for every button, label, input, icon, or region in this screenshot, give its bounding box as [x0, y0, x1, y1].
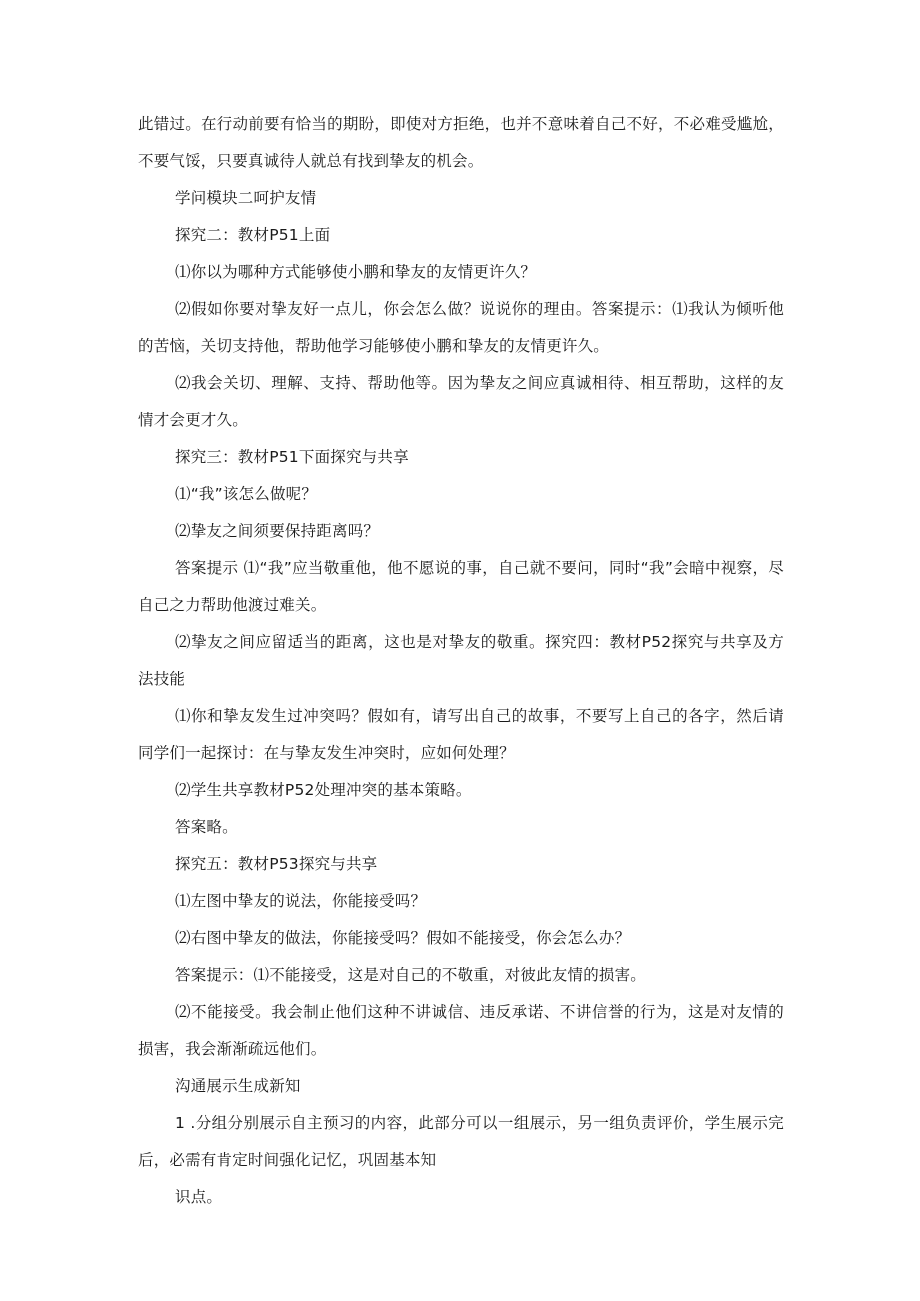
section-heading-communication: 沟通展示生成新知	[175, 1077, 301, 1095]
answer-item: ⑵我会关切、理解、支持、帮助他等。因为挚友之间应真诚相待、相互帮助，这样的友情才会更才久。	[138, 374, 784, 429]
question-item: ⑵右图中挚友的做法，你能接受吗？假如不能接受，你会怎么办？	[175, 929, 631, 947]
inquiry-two-heading: 探究二：教材P51上面	[175, 226, 331, 244]
question-item: ⑴左图中挚友的说法，你能接受吗？	[175, 892, 427, 910]
inquiry-five-heading: 探究五：教材P53探究与共享	[175, 855, 378, 873]
question-with-answer: ⑵假如你要对挚友好一点儿，你会怎么做？说说你的理由。答案提示：⑴我认为倾听他的苦恼，关切支持他，帮助他学习能够使小鹏和挚友的友情更许久。	[138, 300, 784, 355]
answer-omitted: 答案略。	[175, 818, 238, 836]
question-item: ⑵学生共享教材P52处理冲突的基本策略。	[175, 781, 472, 799]
question-item: ⑵挚友之间须要保持距离吗？	[175, 522, 380, 540]
paragraph-continuation: 此错过。在行动前要有恰当的期盼，即使对方拒绝，也并不意味着自己不好，不必难受尴尬，不要气馁，只要真诚待人就总有找到挚友的机会。	[138, 115, 784, 170]
answer-and-inquiry-four-heading: ⑵挚友之间应留适当的距离，这也是对挚友的敬重。探究四：教材P52探究与共享及方法技能	[138, 633, 784, 688]
question-item: ⑴你以为哪种方式能够使小鹏和挚友的友情更许久？	[175, 263, 537, 281]
answer-item: ⑵不能接受。我会制止他们这种不讲诚信、违反承诺、不讲信誉的行为，这是对友情的损害，我会渐渐疏远他们。	[138, 1003, 784, 1058]
step-continuation: 识点。	[175, 1188, 223, 1206]
question-item: ⑴你和挚友发生过冲突吗？假如有，请写出自己的故事，不要写上自己的各字，然后请同学们一起探讨：在与挚友发生冲突时，应如何处理？	[138, 707, 784, 762]
inquiry-three-heading: 探究三：教材P51下面探究与共享	[175, 448, 409, 466]
section-heading-module-two: 学问模块二呵护友情	[175, 189, 317, 207]
numbered-step: 1 .分组分别展示自主预习的内容，此部分可以一组展示，另一组负责评价，学生展示完后，必需有肯定时间强化记忆，巩固基本知	[138, 1114, 784, 1169]
answer-hint: 答案提示 ⑴“我”应当敬重他，他不愿说的事，自己就不要问，同时“我”会暗中视察，尽自己之力帮助他渡过难关。	[138, 559, 784, 614]
question-item: ⑴“我”该怎么做呢？	[175, 485, 318, 503]
answer-hint: 答案提示：⑴不能接受，这是对自己的不敬重，对彼此友情的损害。	[175, 966, 647, 984]
